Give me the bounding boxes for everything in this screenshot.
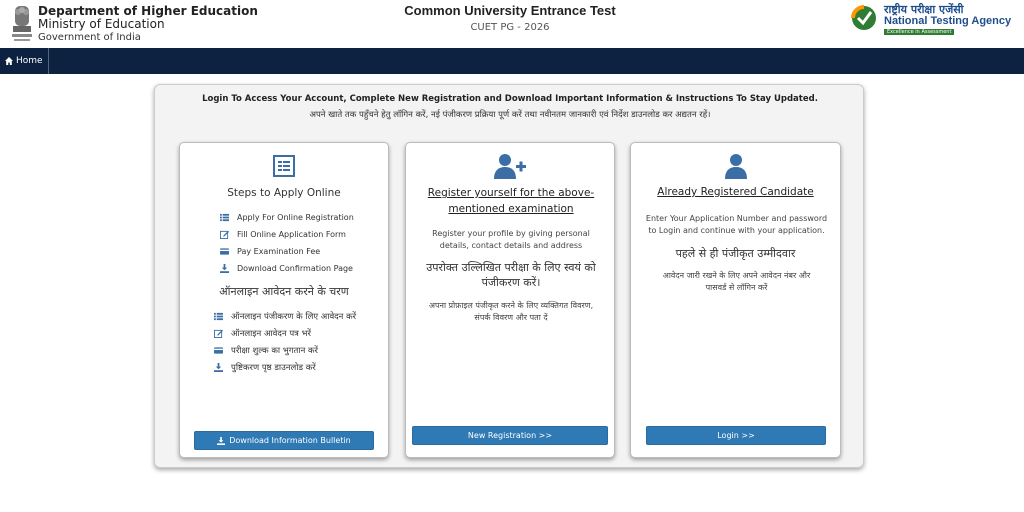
step-item [220,243,380,260]
step-label: परीक्षा शुल्क का भुगतान करें [231,346,319,356]
download-icon [217,437,225,445]
steps-list [220,209,380,277]
ministry-name: Ministry of Education [38,17,165,31]
new-registration-label: New Registration >> [467,431,553,440]
main-panel [154,84,864,468]
nta-logo-block[interactable] [850,2,1020,42]
step-label: Apply For Online Registration [237,213,354,222]
agency-name: National Testing Agency [884,15,1012,27]
register-card-description: Register your profile by giving personal details, contact details and address [432,229,590,250]
download-icon [220,264,229,273]
step-item [214,325,384,342]
step-label: Fill Online Application Form [237,230,346,239]
step-label: Download Confirmation Page [237,264,353,273]
login-button[interactable] [646,426,826,445]
new-registration-button[interactable] [412,426,608,445]
steps-card [179,142,389,458]
edit-icon [214,329,223,338]
nta-logo-icon [850,4,878,32]
login-card-description-hindi: आवेदन जारी रखने के लिए अपने आवेदन नंबर और पासवर्ड से लॉगिन करें [662,271,811,292]
step-label: ऑनलाइन आवेदन पत्र भरें [231,329,311,339]
page-subtitle: CUET PG - 2026 [470,22,550,33]
step-item [214,342,384,359]
step-item [214,308,384,325]
list-icon [220,213,229,222]
page-title: Common University Entrance Test [404,3,616,18]
download-bulletin-label: Download Information Bulletin [229,436,351,445]
list-icon [214,312,223,321]
agency-tagline: Excellence in Assessment [884,29,954,35]
download-icon [214,363,223,372]
register-card-description-hindi: अपना प्रोफ़ाइल पंजीकृत करने के लिए व्यक्तिगत विवरण, संपर्क विवरण और पता दें [428,301,594,322]
top-navbar [0,48,1024,74]
government-name: Government of India [38,32,141,43]
add-user-icon [494,153,526,179]
steps-card-title: Steps to Apply Online [227,187,341,199]
step-item [220,226,380,243]
nav-home-label: Home [16,56,43,66]
card-icon [214,346,223,355]
register-card [405,142,615,458]
steps-card-title-hindi: ऑनलाइन आवेदन करने के चरण [219,285,349,298]
download-bulletin-button[interactable] [194,431,374,450]
national-emblem-icon [10,4,34,44]
step-item [214,359,384,376]
steps-list-hindi [214,308,384,376]
step-label: ऑनलाइन पंजीकरण के लिए आवेदन करें [231,312,357,322]
form-icon [272,154,296,178]
site-header [0,0,1024,48]
edit-icon [220,230,229,239]
exam-title-block [360,3,660,33]
ministry-block [38,5,258,44]
department-name: Department of Higher Education [38,4,258,18]
step-label: पुष्टिकरण पृष्ठ डाउनलोड करें [231,363,316,373]
user-icon [725,153,747,179]
register-card-title[interactable]: Register yourself for the above-mentioned examination [427,187,595,215]
login-card-title-hindi: पहले से ही पंजीकृत उम्मीदवार [675,247,796,260]
home-icon [5,57,13,65]
step-item [220,260,380,277]
intro-text-english: Login To Access Your Account, Complete New Registration and Download Important Information & Instructions To Stay Updated. [202,94,818,104]
nav-home-link[interactable] [0,48,49,74]
intro-text-hindi: अपने खाते तक पहुँचने हेतु लॉगिन करें, नई पंजीकरण प्रक्रिया पूर्ण करें तथा नवीनतम जानकारी एवं निर्देश डाउनलोड कर अद्यतन रहें। [309,110,711,120]
agency-hindi-name: राष्ट्रीय परीक्षा एजेंसी [884,3,964,16]
step-label: Pay Examination Fee [237,247,321,256]
login-card-title[interactable]: Already Registered Candidate [657,186,814,198]
login-card [630,142,841,458]
login-card-description: Enter Your Application Number and password to Login and continue with your application. [645,214,828,235]
step-item [220,209,380,226]
card-icon [220,247,229,256]
register-card-title-hindi: उपरोक्त उल्लिखित परीक्षा के लिए स्वयं को पंजीकरण करें। [426,261,596,289]
login-button-label: Login >> [717,431,755,440]
